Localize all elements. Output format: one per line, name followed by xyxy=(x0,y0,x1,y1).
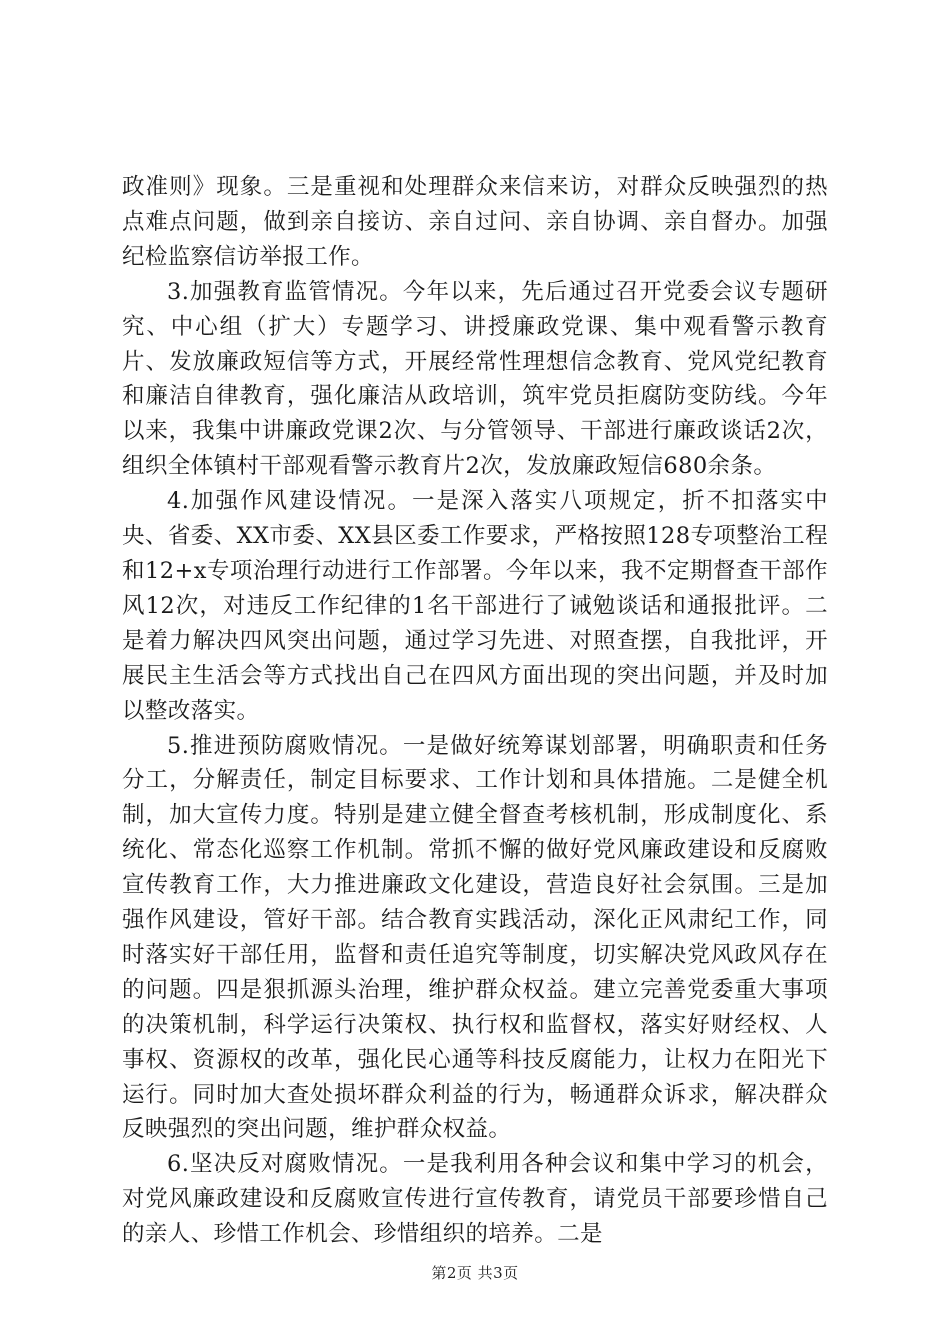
paragraph-continued: 政准则》现象。三是重视和处理群众来信来访，对群众反映强烈的热点难点问题，做到亲自接访、亲自过问、亲自协调、亲自督办。加强纪检监察信访举报工作。 xyxy=(122,174,828,270)
paragraph-corruption-prevention: 5.推进预防腐败情况。一是做好统筹谋划部署，明确职责和任务分工，分解责任，制定目标要求、工作计划和具体措施。二是健全机制，加大宣传力度。特别是建立健全督查考核机制，形成制度化、系统化、常态化巡察工作机制。常抓不懈的做好党风廉政建设和反腐败宣传教育工作，大力推进廉政文化建设，营造良好社会氛围。三是加强作风建设，管好干部。结合教育实践活动，深化正风肃纪工作，同时落实好干部任用，监督和责任追究等制度，切实解决党风政风存在的问题。四是狠抓源头治理，维护群众权益。建立完善党委重大事项的决策机制，科学运行决策权、执行权和监督权，落实好财经权、人事权、资源权的改革，强化民心通等科技反腐能力，让权力在阳光下运行。同时加大查处损坏群众利益的行为，畅通群众诉求，解决群众反映强烈的突出问题，维护群众权益。 xyxy=(122,732,828,1143)
paragraph-education-supervision: 3.加强教育监管情况。今年以来，先后通过召开党委会议专题研究、中心组（扩大）专题学习、讲授廉政党课、集中观看警示教育片、发放廉政短信等方式，开展经常性理想信念教育、党风党纪教育和廉洁自律教育，强化廉洁从政培训，筑牢党员拒腐防变防线。今年以来，我集中讲廉政党课2次、与分管领导、干部进行廉政谈话2次，组织全体镇村干部观看警示教育片2次，发放廉政短信680余条。 xyxy=(122,278,828,480)
page-footer: 第2页 共3页 xyxy=(431,1264,519,1282)
document-body xyxy=(122,170,828,1252)
paragraph-anti-corruption: 6.坚决反对腐败情况。一是我利用各种会议和集中学习的机会，对党风廉政建设和反腐败宣传进行宣传教育，请党员干部要珍惜自己的亲人、珍惜工作机会、珍惜组织的培养。二是 xyxy=(122,1151,828,1248)
paragraph-work-style: 4.加强作风建设情况。一是深入落实八项规定，折不扣落实中央、省委、XX市委、XX县区委工作要求，严格按照128专项整治工程和12+x专项治理行动进行工作部署。今年以来，我不定期督查干部作风12次，对违反工作纪律的1名干部进行了诫勉谈话和通报批评。二是着力解决四风突出问题，通过学习先进、对照查摆，自我批评，开展民主生活会等方式找出自己在四风方面出现的突出问题，并及时加以整改落实。 xyxy=(122,488,828,724)
